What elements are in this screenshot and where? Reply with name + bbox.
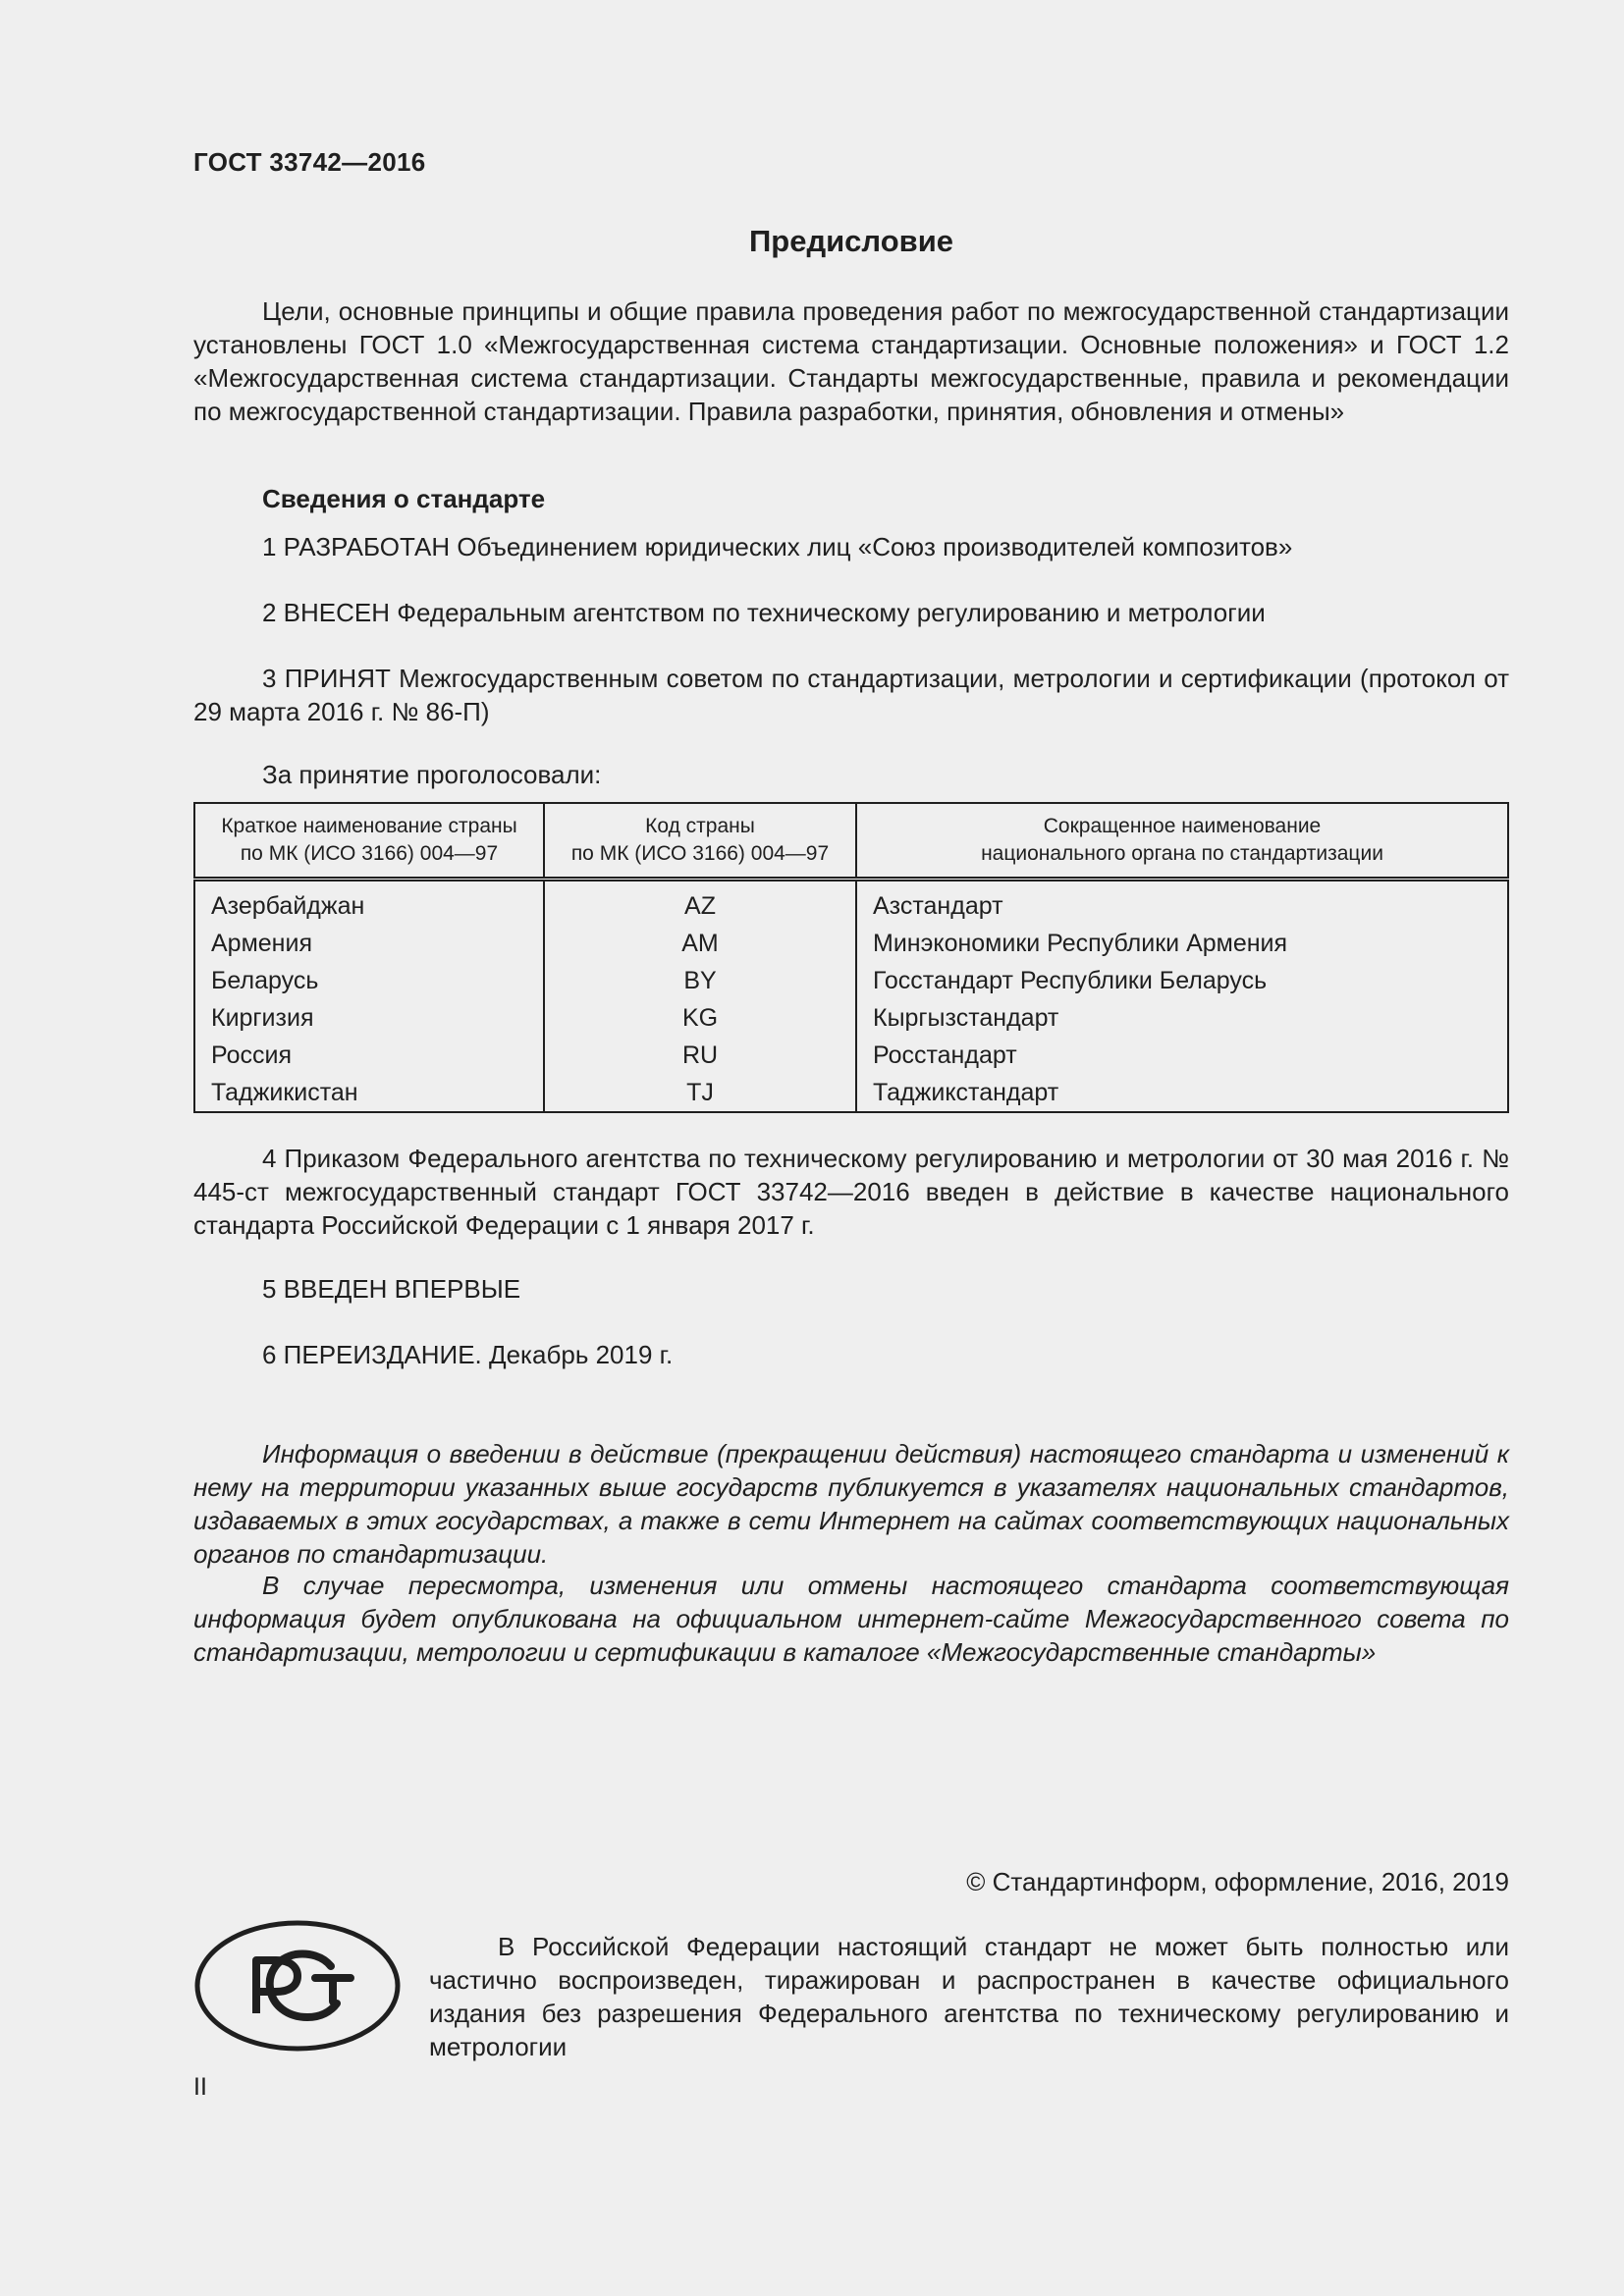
item-adopted: 3 ПРИНЯТ Межгосударственным советом по стандартизации, метрологии и сертификации (протокол от 29 марта 2016 г. № 86-П) xyxy=(193,664,1509,726)
voted-label: За принятие проголосовали: xyxy=(262,760,602,789)
info-italic-paragraph-1: Информация о введении в действие (прекращении действия) настоящего стандарта и изменений к нему на территории указанных выше государств публикуется в указателях национальных стандартов, издаваемых в этих государствах, а также в сети Интернет на сайтах соответствующих национальных органов по стандартизации. xyxy=(193,1439,1509,1569)
page-number: II xyxy=(193,2073,207,2101)
cell-code: RU xyxy=(544,1037,856,1074)
cell-body: Росстандарт xyxy=(856,1037,1508,1074)
cell-body: Минэкономики Республики Армения xyxy=(856,925,1508,962)
item-introduced: 2 ВНЕСЕН Федеральным агентством по техническому регулированию и метрологии xyxy=(262,598,1266,627)
cell-code: BY xyxy=(544,962,856,999)
cell-code: KG xyxy=(544,999,856,1037)
cell-code: AZ xyxy=(544,880,856,926)
preface-intro: Цели, основные принципы и общие правила проведения работ по межгосударственной стандартизации установлены ГОСТ 1.0 «Межгосударственная система стандартизации. Основные положения» и ГОСТ 1.2 «Межгосударственная система стандартизации. Стандарты межгосударственные, правила и рекомендации по межгосударственной стандартизации. Правила разработки, принятия, обновления и отмены» xyxy=(193,296,1509,426)
info-italic-paragraph-2: В случае пересмотра, изменения или отмены настоящего стандарта соответствующая информация будет опубликована на официальном интернет-сайте Межгосударственного совета по стандартизации, метрологии и сертификации в каталоге «Межгосударственные стандарты» xyxy=(193,1571,1509,1667)
cell-code: TJ xyxy=(544,1074,856,1112)
table-row xyxy=(194,925,1508,962)
header-code: Код страны по МК (ИСО 3166) 004—97 xyxy=(544,803,856,880)
cell-body: Азстандарт xyxy=(856,880,1508,926)
cell-body: Госстандарт Республики Беларусь xyxy=(856,962,1508,999)
cell-body: Таджикстандарт xyxy=(856,1074,1508,1112)
cell-code: AM xyxy=(544,925,856,962)
reproduction-notice: В Российской Федерации настоящий стандарт не может быть полностью или частично воспроизведен, тиражирован и распространен в качестве официального издания без разрешения Федерального агентства по техническому регулированию и метрологии xyxy=(429,1932,1509,2061)
copyright-line: © Стандартинформ, оформление, 2016, 2019 xyxy=(966,1867,1509,1896)
cell-country: Армения xyxy=(194,925,544,962)
item-first-introduced: 5 ВВЕДЕН ВПЕРВЫЕ xyxy=(262,1274,521,1304)
cell-country: Киргизия xyxy=(194,999,544,1037)
preface-title: Предисловие xyxy=(748,224,953,258)
item-developed: 1 РАЗРАБОТАН Объединением юридических лиц «Союз производителей композитов» xyxy=(262,532,1293,561)
document-code: ГОСТ 33742—2016 xyxy=(193,147,426,177)
table-row xyxy=(194,1074,1508,1112)
table-row xyxy=(194,880,1508,926)
item-order: 4 Приказом Федерального агентства по техническому регулированию и метрологии от 30 мая 2016 г. № 445-ст межгосударственный стандарт ГОСТ 33742—2016 введен в действие в качестве национального стандарта Российской Федерации с 1 января 2017 г. xyxy=(193,1144,1509,1240)
item-reissue: 6 ПЕРЕИЗДАНИЕ. Декабрь 2019 г. xyxy=(262,1340,674,1369)
standard-info-heading: Сведения о стандарте xyxy=(262,484,546,513)
voting-countries-table xyxy=(193,802,1509,1113)
cell-body: Кыргызстандарт xyxy=(856,999,1508,1037)
table-row xyxy=(194,1037,1508,1074)
table-row xyxy=(194,962,1508,999)
cell-country: Азербайджан xyxy=(194,880,544,926)
table-row xyxy=(194,999,1508,1037)
header-national-body: Сокращенное наименование национального органа по стандартизации xyxy=(856,803,1508,880)
cell-country: Россия xyxy=(194,1037,544,1074)
cell-country: Таджикистан xyxy=(194,1074,544,1112)
cell-country: Беларусь xyxy=(194,962,544,999)
header-country: Краткое наименование страны по МК (ИСО 3166) 004—97 xyxy=(194,803,544,880)
table-header-row xyxy=(194,803,1508,880)
pct-certification-logo xyxy=(193,1919,402,2053)
